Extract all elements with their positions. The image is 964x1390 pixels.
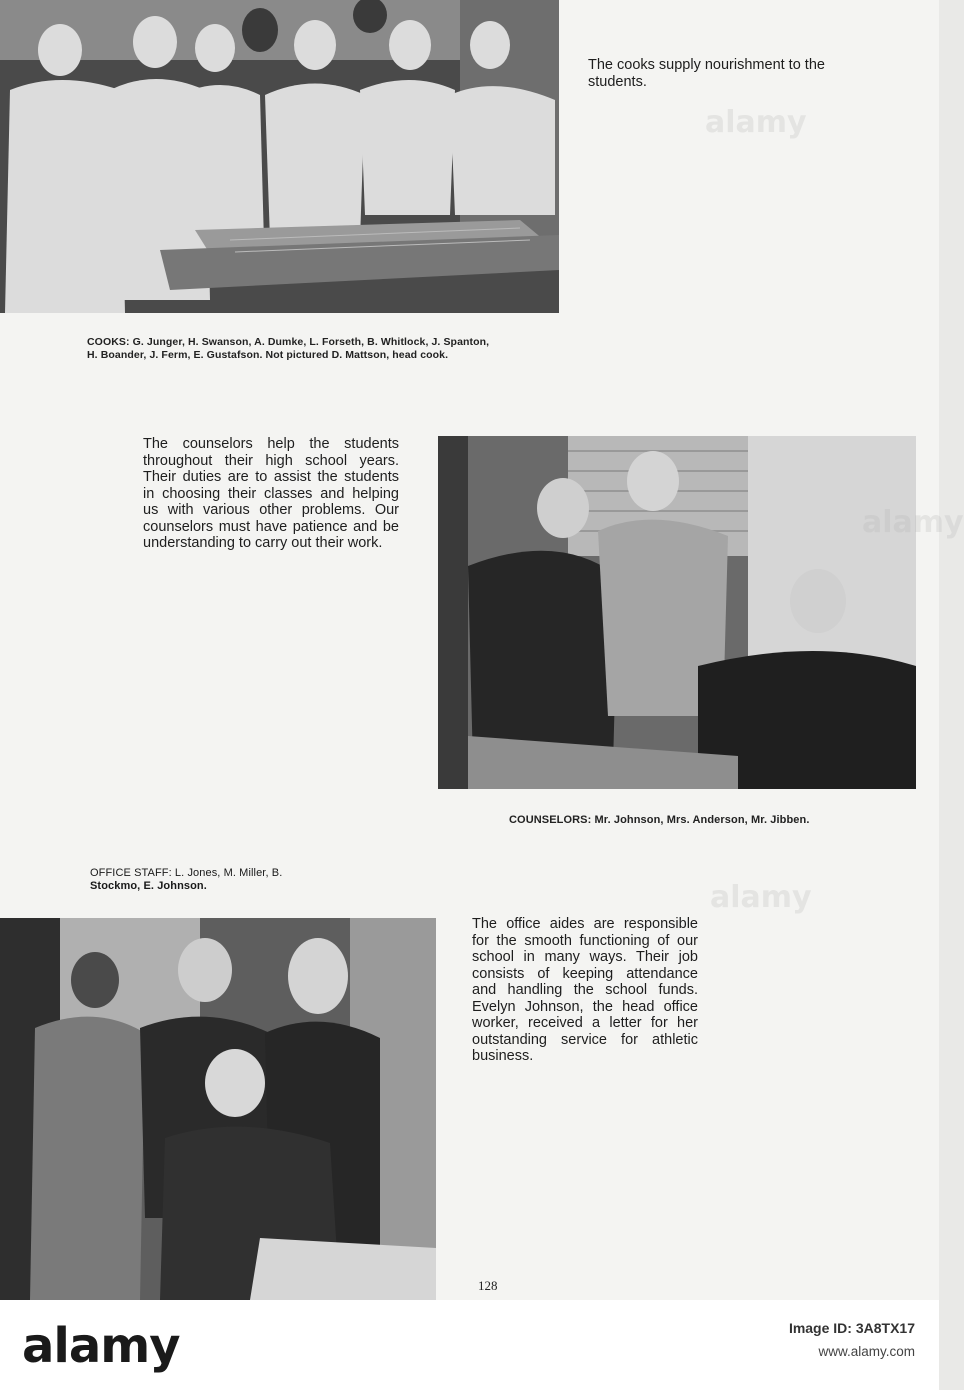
- counselors-photo: [438, 436, 916, 789]
- cooks-photo: [0, 0, 559, 313]
- office-description: The office aides are responsible for the smooth functioning of our school in many ways. Their job consists of keeping attendance and handling the school funds. Evelyn Johnson, the head office worker, received a letter for her outstanding service for athletic business.: [472, 916, 698, 1064]
- office-caption: [90, 867, 390, 893]
- counselors-caption: COUNSELORS: Mr. Johnson, Mrs. Anderson, Mr. Jibben.: [509, 814, 810, 826]
- cooks-caption: [87, 336, 567, 362]
- office-staff-photo: [0, 918, 436, 1300]
- office-caption-line-2: Stockmo, E. Johnson.: [90, 880, 207, 892]
- watermark-text: alamy: [710, 880, 812, 915]
- brand-logo: alamy: [22, 1318, 180, 1374]
- office-caption-line-1: OFFICE STAFF: L. Jones, M. Miller, B.: [90, 867, 283, 879]
- cooks-caption-line-2: H. Boander, J. Ferm, E. Gustafson. Not pictured D. Mattson, head cook.: [87, 349, 449, 361]
- watermark-text: alamy: [862, 505, 964, 540]
- image-id: Image ID: 3A8TX17: [788, 1320, 915, 1336]
- cooks-caption-line-1: COOKS: G. Junger, H. Swanson, A. Dumke, L. Forseth, B. Whitlock, J. Spanton,: [87, 336, 490, 348]
- watermark-text: alamy: [705, 105, 807, 140]
- stock-footer: [0, 1300, 939, 1390]
- site-url[interactable]: www.alamy.com: [818, 1344, 915, 1359]
- cooks-description: The cooks supply nourishment to the students.: [588, 57, 825, 90]
- counselors-description: The counselors help the students throughout their high school years. Their duties are to assist the students in choosing their classes and helping us with various other problems. Our counselors must have patience and be understanding to carry out their work.: [143, 436, 399, 551]
- page-number: 128: [478, 1278, 498, 1293]
- footer-meta: [789, 1316, 915, 1364]
